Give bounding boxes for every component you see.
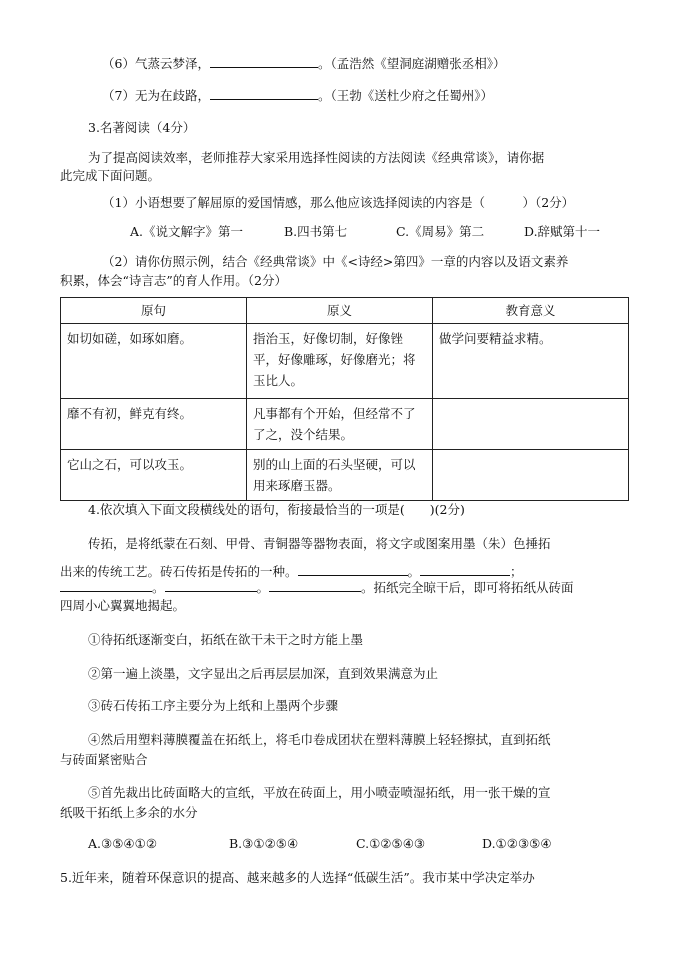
q3-option-d[interactable]: D.辞赋第十一 [524, 224, 601, 239]
q3-option-a[interactable]: A.《说文解字》第一 [130, 224, 244, 239]
q4-para-line3-b: 。 [256, 580, 270, 595]
q3-sub1: （1）小语想要了解屈原的爱国情感，那么他应该选择阅读的内容是（ ）（2分） [102, 195, 575, 210]
q4-option-d[interactable]: D.①②③⑤④ [482, 836, 552, 851]
cell-meaning: 指治玉，好像切制，好像锉平，好像雕琢，好像磨光；将玉比人。 [247, 324, 433, 399]
table-row [61, 450, 629, 501]
q3-option-c[interactable]: C.《周易》第二 [396, 224, 485, 239]
q4-title: 4.依次填入下面文段横线处的语句，衔接最恰当的一项是( )(2分) [88, 502, 465, 517]
poem-q6-source: 。（孟浩然《望洞庭湖赠张丞相》） [317, 56, 506, 71]
header-education: 教育意义 [433, 298, 629, 324]
q4-item-1: ①待拓纸逐渐变白，拓纸在欲干未干之时方能上墨 [88, 632, 364, 647]
poem-q6-label: （6）气蒸云梦泽， [102, 56, 210, 71]
cell-education-blank[interactable] [433, 399, 629, 450]
q4-options [88, 834, 552, 854]
poetry-education-table [60, 297, 629, 501]
q3-option-b[interactable]: B.四书第七 [284, 224, 348, 239]
table-header-row [61, 298, 629, 324]
cell-education-blank[interactable] [433, 450, 629, 501]
q4-item-5-line1: ⑤首先裁出比砖面略大的宣纸，平放在砖面上，用小喷壶喷湿拓纸，用一张干燥的宣 [88, 785, 551, 800]
cell-original: 靡不有初，鲜克有终。 [61, 399, 247, 450]
cell-meaning: 凡事都有个开始，但经常不了了之，没个结果。 [247, 399, 433, 450]
q3-intro-line2: 此完成下面问题。 [60, 168, 161, 183]
header-meaning: 原义 [247, 298, 433, 324]
q3-options [130, 222, 600, 242]
poem-q7-source: 。（王勃《送杜少府之任蜀州》） [317, 88, 493, 103]
q4-blank-4[interactable] [165, 579, 257, 592]
q4-blank-2[interactable] [420, 563, 510, 576]
cell-original: 它山之石，可以攻玉。 [61, 450, 247, 501]
q4-item-4-line2: 与砖面紧密贴合 [60, 752, 148, 767]
cell-meaning: 别的山上面的石头坚硬，可以用来琢磨玉器。 [247, 450, 433, 501]
q3-sub2-line1: （2）请你仿照示例，结合《经典常谈》中《<诗经>第四》一章的内容以及语文素养 [102, 254, 569, 269]
q4-item-5-line2: 纸吸干拓纸上多余的水分 [60, 805, 198, 820]
q4-blank-5[interactable] [269, 579, 361, 592]
q4-para-line3-a: 。 [152, 580, 165, 595]
q4-para-line2-a: 出来的传统工艺。砖石传拓是传拓的一种。 [60, 564, 298, 579]
poem-q6 [102, 54, 505, 74]
q4-para-line4: 四周小心翼翼地揭起。 [60, 598, 186, 613]
q3-title: 3.名著阅读（4分） [88, 120, 196, 135]
poem-q7-label: （7）无为在歧路， [102, 88, 210, 103]
q3-sub2-line2: 积累，体会“诗言志”的育人作用。（2分） [60, 273, 287, 288]
q4-blank-3[interactable] [60, 579, 152, 592]
q4-para-line3 [60, 578, 574, 598]
q4-item-4-line1: ④然后用塑料薄膜覆盖在拓纸上，将毛巾卷成团状在塑料薄膜上轻轻擦拭，直到拓纸 [88, 732, 551, 747]
poem-q7 [102, 86, 493, 106]
q4-para-line2-c: ； [510, 564, 523, 579]
q3-intro-line1: 为了提高阅读效率，老师推荐大家采用选择性阅读的方法阅读《经典常谈》，请你据 [88, 150, 545, 165]
q4-option-a[interactable]: A.③⑤④①② [88, 836, 158, 851]
q5-line1: 5.近年来，随着环保意识的提高、越来越多的人选择“低碳生活”。我市某中学决定举办 [60, 870, 535, 885]
q4-para-line1: 传拓，是将纸蒙在石刻、甲骨、青铜器等器物表面，将文字或图案用墨（朱）色捶拓 [88, 536, 551, 551]
q4-para-line2-b: 。 [407, 564, 421, 579]
cell-education: 做学问要精益求精。 [433, 324, 629, 399]
q4-para-line3-c: 。拓纸完全晾干后，即可将拓纸从砖面 [361, 580, 574, 595]
q4-option-b[interactable]: B.③①②⑤④ [229, 836, 299, 851]
q4-item-3: ③砖石传拓工序主要分为上纸和上墨两个步骤 [88, 698, 339, 713]
table-row [61, 324, 629, 399]
table-row [61, 399, 629, 450]
q4-option-c[interactable]: C.①②⑤④③ [356, 836, 426, 851]
q4-blank-1[interactable] [298, 563, 408, 576]
header-original: 原句 [61, 298, 247, 324]
poem-q7-blank[interactable] [210, 87, 318, 100]
poem-q6-blank[interactable] [210, 55, 318, 68]
q4-item-2: ②第一遍上淡墨，文字显出之后再层层加深，直到效果满意为止 [88, 666, 439, 681]
cell-original: 如切如磋，如琢如磨。 [61, 324, 247, 399]
